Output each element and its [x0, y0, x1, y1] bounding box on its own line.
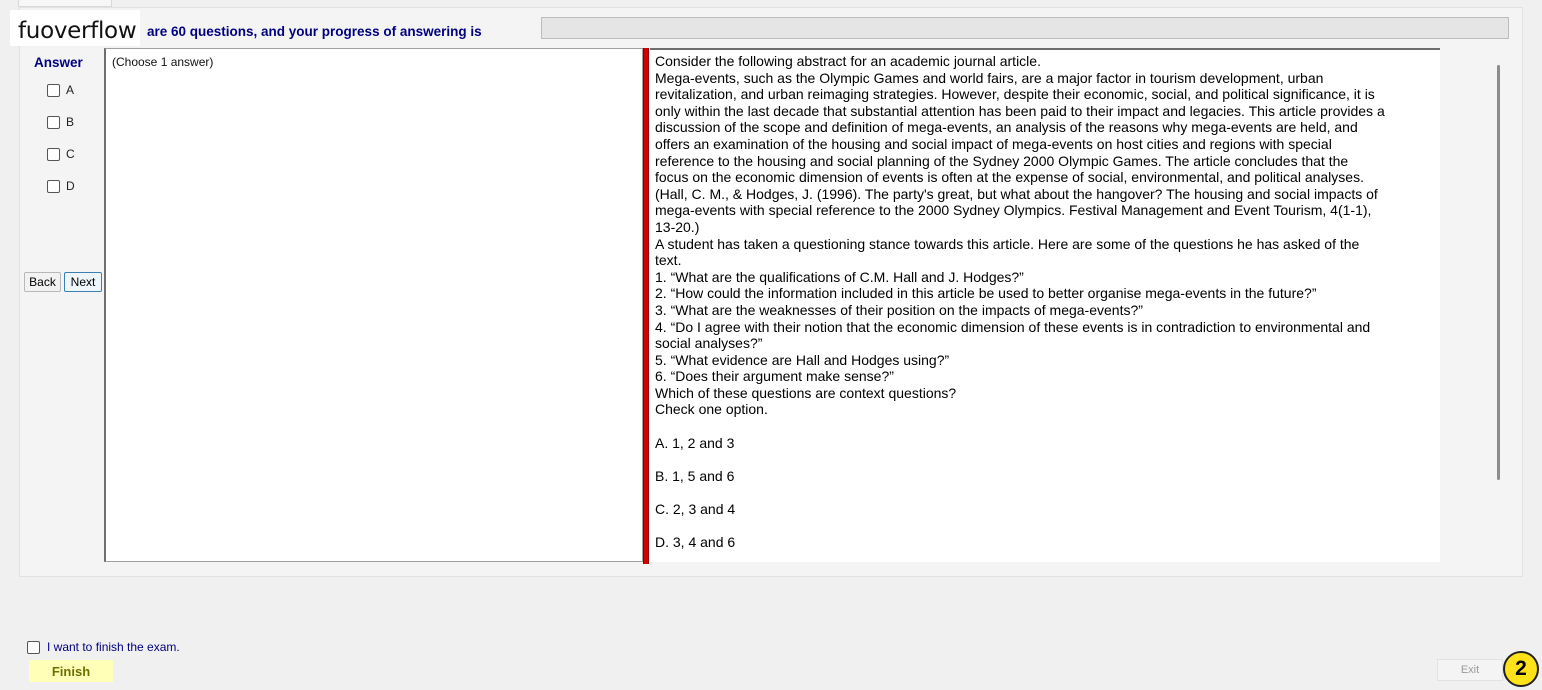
option-d-label: D	[66, 179, 75, 193]
question-paragraph: 2. “How could the information included in this article be used to better organise mega-events in the future?”	[655, 285, 1317, 302]
option-b[interactable]	[47, 115, 74, 129]
choose-hint: (Choose 1 answer)	[112, 55, 214, 69]
finish-button[interactable]: Finish	[29, 660, 113, 682]
answer-choice-c: C. 2, 3 and 4	[655, 501, 736, 518]
checkbox-c[interactable]	[47, 148, 60, 161]
question-paragraph: 1. “What are the qualifications of C.M. Hall and J. Hodges?”	[655, 268, 1024, 285]
answer-box	[104, 48, 643, 562]
finish-checkbox-label: I want to finish the exam.	[47, 640, 180, 654]
exit-button[interactable]: Exit	[1437, 659, 1503, 681]
brand-logo: fuoverflow	[10, 10, 140, 46]
top-tab	[18, 0, 112, 7]
question-paragraph: 6. “Does their argument make sense?”	[655, 368, 894, 385]
scrollbar-thumb[interactable]	[1497, 65, 1500, 480]
answer-choice-d: D. 3, 4 and 6	[655, 534, 736, 551]
next-button[interactable]: Next	[64, 272, 102, 292]
option-a[interactable]	[47, 83, 74, 97]
progress-bar	[541, 17, 1509, 39]
back-button[interactable]: Back	[24, 272, 61, 292]
option-c[interactable]	[47, 147, 75, 161]
progress-text: are 60 questions, and your progress of answering is	[147, 24, 482, 39]
finish-checkbox-box[interactable]	[27, 641, 40, 654]
option-b-label: B	[66, 115, 75, 129]
question-paragraph: Check one option.	[655, 401, 768, 418]
question-paragraph: (Hall, C. M., & Hodges, J. (1996). The party's great, but what about the hangover? The housing and social impacts of mega-events with special reference to the 2000 Sydney Olympics. Festival Management and Event Tourism, 4(1-1), 13-20.)	[655, 185, 1378, 235]
question-paragraph: Mega-events, such as the Olympic Games and world fairs, are a major factor in tourism development, urban revitalization, and urban reimaging strategies. However, despite their economic, social, and political significance, it is only within the last decade that substantial attention has been paid to their impact and legacies. This article provides a discussion of the scope and definition of mega-events, an analysis of the reasons why mega-events are held, and offers an examination of the housing and social impact of mega-events on host cities and regions with special reference to the housing and social planning of the Sydney 2000 Olympic Games. The article concludes that the focus on the economic dimension of events is often at the expense of social, environmental, and political analyses.	[655, 69, 1385, 186]
option-d[interactable]	[47, 179, 75, 193]
question-paragraph: 5. “What evidence are Hall and Hodges using?”	[655, 351, 950, 368]
question-box	[650, 48, 1440, 562]
question-text	[655, 53, 1385, 551]
checkbox-a[interactable]	[47, 84, 60, 97]
answer-choice-b: B. 1, 5 and 6	[655, 467, 735, 484]
checkbox-d[interactable]	[47, 180, 60, 193]
checkbox-b[interactable]	[47, 116, 60, 129]
question-paragraph: Consider the following abstract for an academic journal article.	[655, 53, 1041, 69]
question-paragraph: A student has taken a questioning stance towards this article. Here are some of the questions he has asked of the text.	[655, 235, 1360, 269]
option-a-label: A	[66, 83, 75, 97]
finish-exam-checkbox[interactable]	[27, 640, 180, 654]
pane-splitter[interactable]	[643, 48, 649, 564]
option-c-label: C	[66, 147, 75, 161]
answer-choice-a: A. 1, 2 and 3	[655, 434, 735, 451]
answer-heading: Answer	[34, 55, 83, 70]
question-paragraph: 4. “Do I agree with their notion that the economic dimension of these events is in contradiction to environmental and social analyses?”	[655, 318, 1371, 352]
question-paragraph: 3. “What are the weaknesses of their position on the impacts of mega-events?”	[655, 301, 1143, 318]
step-badge: 2	[1503, 651, 1539, 687]
question-paragraph: Which of these questions are context questions?	[655, 384, 957, 401]
